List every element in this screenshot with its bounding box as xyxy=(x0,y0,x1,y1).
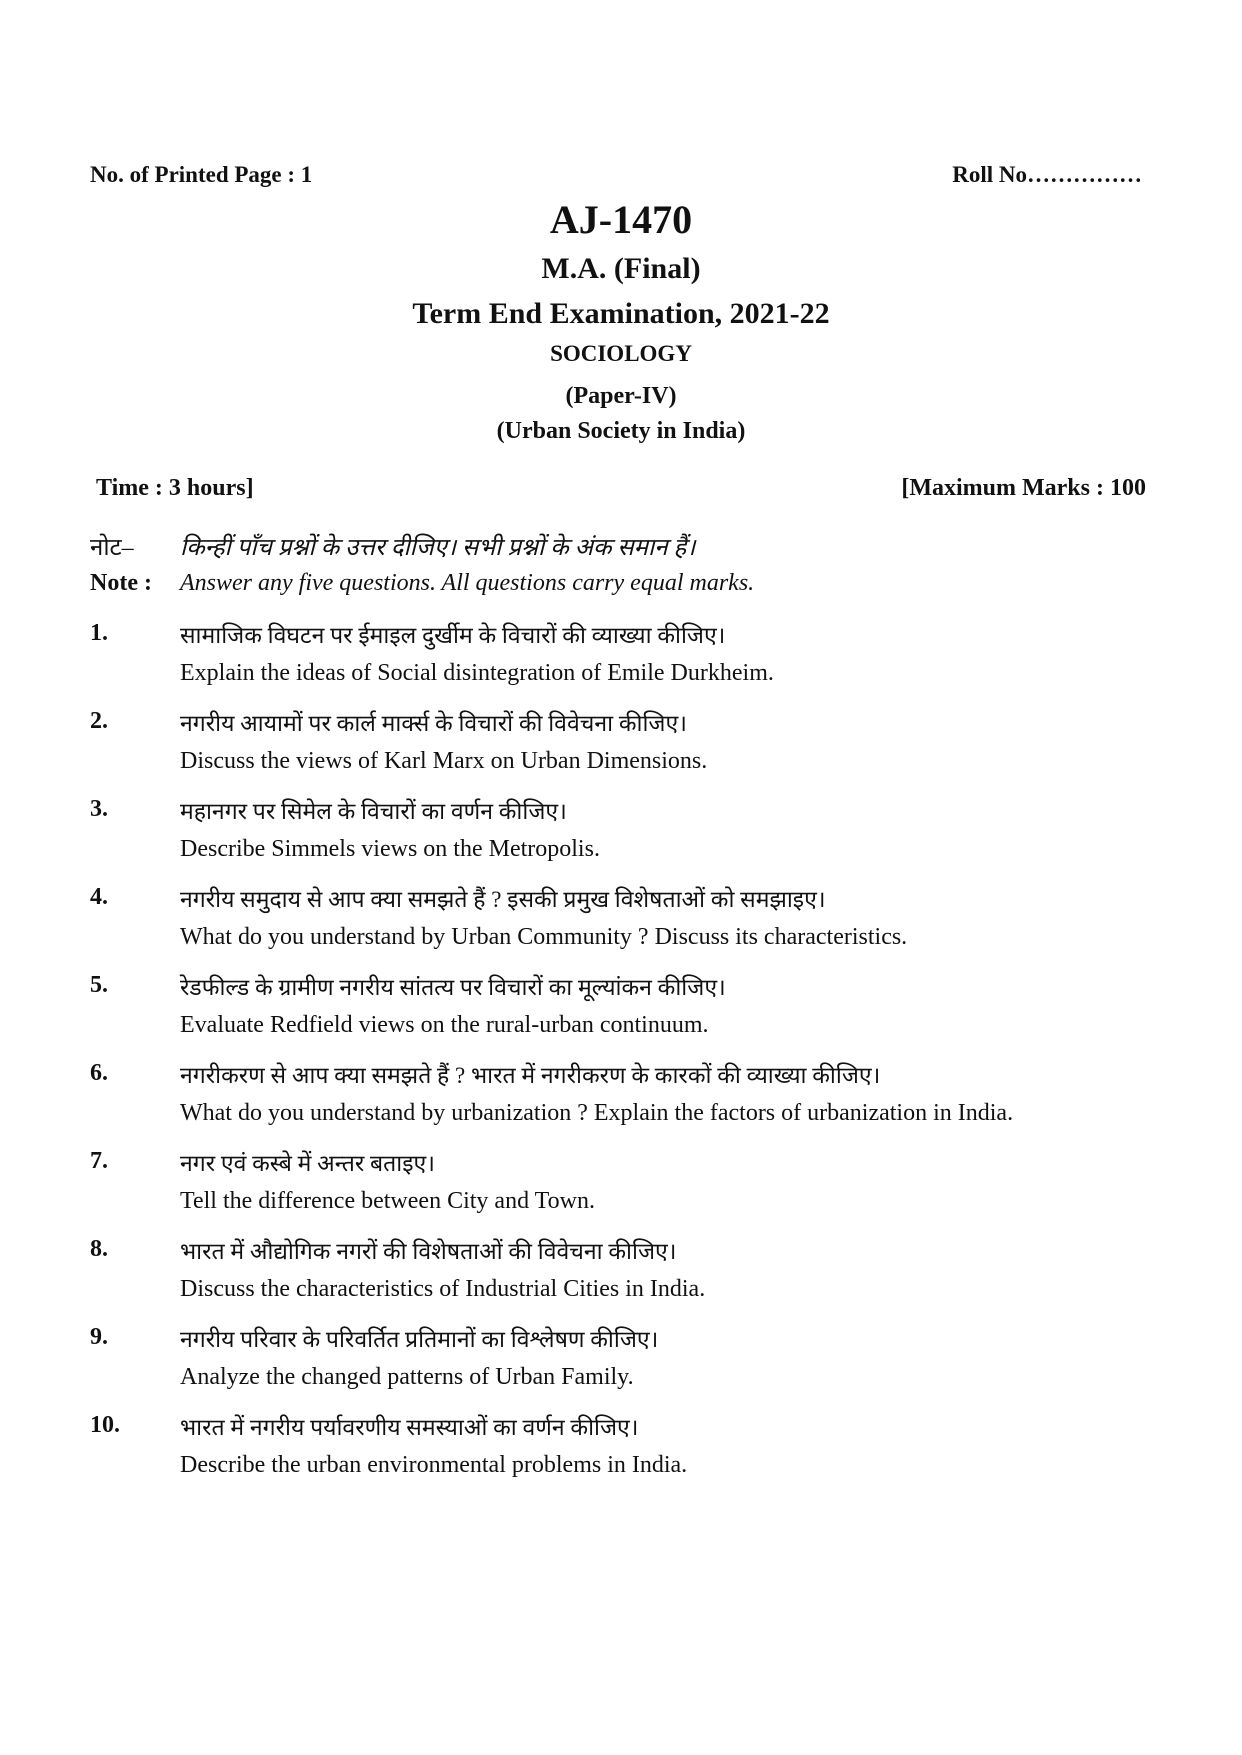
note-english-label: Note : xyxy=(90,570,152,596)
question-text-hindi: नगरीय समुदाय से आप क्या समझते हैं ? इसकी प्रमुख विशेषताओं को समझाइए। xyxy=(180,887,826,912)
question-text-english: Discuss the characteristics of Industrial Cities in India. xyxy=(180,1276,706,1302)
question-item xyxy=(90,1322,1150,1410)
question-text-hindi: रेडफील्ड के ग्रामीण नगरीय सांतत्य पर विचारों का मूल्यांकन कीजिए। xyxy=(180,975,726,1000)
question-item xyxy=(90,1058,1150,1146)
question-item xyxy=(90,1146,1150,1234)
question-number: 2. xyxy=(90,708,108,734)
note-hindi-label: नोट– xyxy=(90,535,134,561)
question-list xyxy=(90,618,1150,1498)
question-text-english: Describe Simmels views on the Metropolis. xyxy=(180,836,600,862)
question-item xyxy=(90,618,1150,706)
question-text-hindi: महानगर पर सिमेल के विचारों का वर्णन कीजिए। xyxy=(180,799,567,824)
question-text-english: Discuss the views of Karl Marx on Urban Dimensions. xyxy=(180,748,708,774)
question-number: 10. xyxy=(90,1412,120,1438)
note-hindi-text: किन्हीं पाँच प्रश्नों के उत्तर दीजिए। सभी प्रश्नों के अंक समान हैं। xyxy=(180,535,696,561)
question-item xyxy=(90,970,1150,1058)
question-number: 5. xyxy=(90,972,108,998)
question-item xyxy=(90,794,1150,882)
course-name: M.A. (Final) xyxy=(541,252,701,285)
question-text-english: Evaluate Redfield views on the rural-urban continuum. xyxy=(180,1012,709,1038)
question-number: 4. xyxy=(90,884,108,910)
question-item xyxy=(90,706,1150,794)
question-text-hindi: नगरीकरण से आप क्या समझते हैं ? भारत में नगरीकरण के कारकों की व्याख्या कीजिए। xyxy=(180,1063,881,1088)
question-text-hindi: नगर एवं कस्बे में अन्तर बताइए। xyxy=(180,1151,435,1176)
question-text-english: Describe the urban environmental problems in India. xyxy=(180,1452,688,1478)
question-number: 1. xyxy=(90,620,108,646)
question-number: 8. xyxy=(90,1236,108,1262)
question-text-hindi: भारत में नगरीय पर्यावरणीय समस्याओं का वर्णन कीजिए। xyxy=(180,1415,639,1440)
roll-number-label: Roll No…………… xyxy=(952,162,1142,187)
exam-title: Term End Examination, 2021-22 xyxy=(412,297,830,330)
note-english-text: Answer any five questions. All questions carry equal marks. xyxy=(180,570,755,596)
question-number: 6. xyxy=(90,1060,108,1086)
question-text-english: Tell the difference between City and Town. xyxy=(180,1188,595,1214)
maximum-marks: [Maximum Marks : 100 xyxy=(901,475,1146,501)
question-item xyxy=(90,1410,1150,1498)
question-text-hindi: नगरीय परिवार के परिवर्तित प्रतिमानों का विश्लेषण कीजिए। xyxy=(180,1327,659,1352)
question-number: 9. xyxy=(90,1324,108,1350)
question-text-english: Explain the ideas of Social disintegration of Emile Durkheim. xyxy=(180,660,774,686)
subject-name: SOCIOLOGY xyxy=(550,341,692,366)
question-text-english: What do you understand by urbanization ? Explain the factors of urbanization in India. xyxy=(180,1100,1014,1126)
question-text-hindi: नगरीय आयामों पर कार्ल मार्क्स के विचारों की विवेचना कीजिए। xyxy=(180,711,687,736)
question-text-hindi: भारत में औद्योगिक नगरों की विशेषताओं की विवेचना कीजिए। xyxy=(180,1239,677,1264)
question-number: 7. xyxy=(90,1148,108,1174)
question-text-english: What do you understand by Urban Community ? Discuss its characteristics. xyxy=(180,924,908,950)
printed-pages-label: No. of Printed Page : 1 xyxy=(90,162,313,187)
question-number: 3. xyxy=(90,796,108,822)
question-item xyxy=(90,1234,1150,1322)
paper-code: AJ-1470 xyxy=(549,197,693,242)
question-item xyxy=(90,882,1150,970)
time-allowed: Time : 3 hours] xyxy=(96,475,254,501)
paper-number: (Paper-IV) xyxy=(565,383,677,409)
question-text-english: Analyze the changed patterns of Urban Family. xyxy=(180,1364,634,1390)
paper-title: (Urban Society in India) xyxy=(496,418,746,444)
question-text-hindi: सामाजिक विघटन पर ईमाइल दुर्खीम के विचारों की व्याख्या कीजिए। xyxy=(180,623,726,648)
